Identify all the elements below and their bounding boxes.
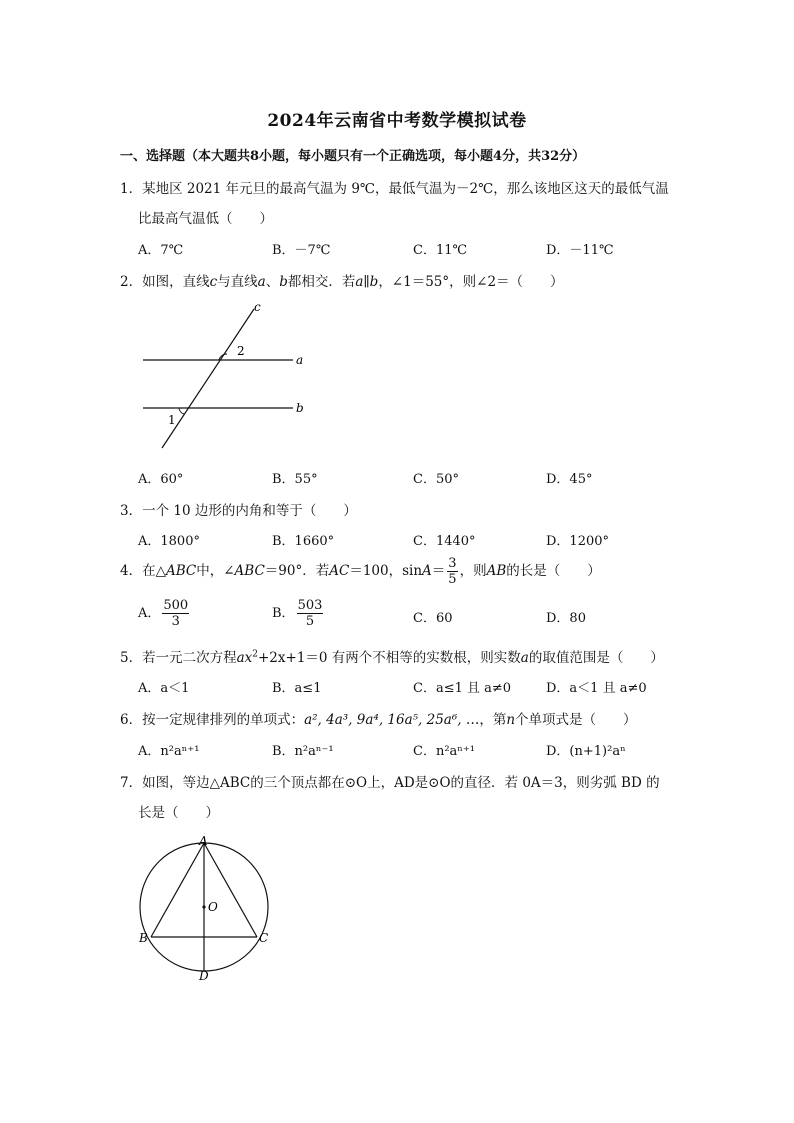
option-d: D．(n+1)²aⁿ xyxy=(546,744,626,759)
label-a: a xyxy=(296,353,304,367)
label-c: c xyxy=(254,300,261,314)
option-a: A．a＜1 xyxy=(138,681,190,696)
label-angle-1: 1 xyxy=(168,413,176,427)
option-b: B．55° xyxy=(272,472,318,487)
option-c: C．50° xyxy=(413,472,459,487)
option-c: C．60 xyxy=(413,611,453,626)
question-3-stem: 3．一个 10 边形的内角和等于（ ） xyxy=(120,503,357,519)
option-c: C．1440° xyxy=(413,534,476,549)
label-O: O xyxy=(208,900,218,914)
question-2-stem: 2．如图，直线c与直线a、b都相交．若a∥b，∠1＝55°，则∠2＝（ ） xyxy=(120,274,564,290)
option-a: A．60° xyxy=(138,472,184,487)
question-7-stem-cont: 长是（ ） xyxy=(138,805,219,821)
option-b: B．－7℃ xyxy=(272,243,331,258)
question-7-stem: 7．如图，等边△ABC的三个顶点都在⊙O上，AD是⊙O的直径．若 0A＝3，则劣弧 BD 的 xyxy=(120,775,660,791)
question-1-stem: 1．某地区 2021 年元旦的最高气温为 9℃，最低气温为－2℃，那么该地区这天的最低气温 xyxy=(120,181,669,197)
option-d: D．80 xyxy=(546,611,586,626)
option-d: D．－11℃ xyxy=(546,243,614,258)
label-angle-2: 2 xyxy=(237,344,245,358)
option-d: D．1200° xyxy=(546,534,610,549)
option-b: B．a≤1 xyxy=(272,681,322,696)
option-a: A．1800° xyxy=(138,534,200,549)
option-b: B． $\frac{503}{5}$ xyxy=(272,598,323,629)
option-d: D．45° xyxy=(546,472,593,487)
question-5-stem: 5．若一元二次方程$ax^2+2x+1=0$ 有两个不相等的实数根，则实数a的取值范围是（ ） xyxy=(120,649,664,666)
question-1-stem-cont: 比最高气温低（ ） xyxy=(138,211,273,227)
option-a: A．7℃ xyxy=(138,243,184,258)
question-6-stem: 6．按一定规律排列的单项式：a², 4a³, 9a⁴, 16a⁵, 25a⁶, …，第n个单项式是（ ） xyxy=(120,712,637,728)
label-b: b xyxy=(296,401,304,415)
option-d: D．a＜1 且 a≠0 xyxy=(546,681,647,696)
label-B: B xyxy=(139,931,148,945)
parallel-lines-figure xyxy=(135,298,315,453)
option-b: B．n²aⁿ⁻¹ xyxy=(272,744,334,759)
option-c: C．a≤1 且 a≠0 xyxy=(413,681,512,696)
question-4-stem: 4．在△ABC中，∠ABC＝90°．若AC＝100，sinA＝ $\frac{3}{5}$ ，则AB的长是（ ） xyxy=(120,556,601,587)
option-a: A．n²aⁿ⁺¹ xyxy=(138,744,200,759)
option-b: B．1660° xyxy=(272,534,335,549)
option-a: A． $\frac{500}{3}$ xyxy=(138,598,189,629)
label-D: D xyxy=(199,969,209,983)
option-c: C．11℃ xyxy=(413,243,468,258)
fraction: $\frac{3}{5}$ xyxy=(448,556,457,587)
label-C: C xyxy=(259,931,269,945)
section-heading: 一、选择题（本大题共8小题，每小题只有一个正确选项，每小题4分，共32分） xyxy=(120,149,586,164)
page-title: 2024年云南省中考数学模拟试卷 xyxy=(267,111,527,131)
option-c: C．n²aⁿ⁺¹ xyxy=(413,744,475,759)
label-A: A xyxy=(199,834,208,848)
circle-triangle-figure xyxy=(135,833,280,985)
